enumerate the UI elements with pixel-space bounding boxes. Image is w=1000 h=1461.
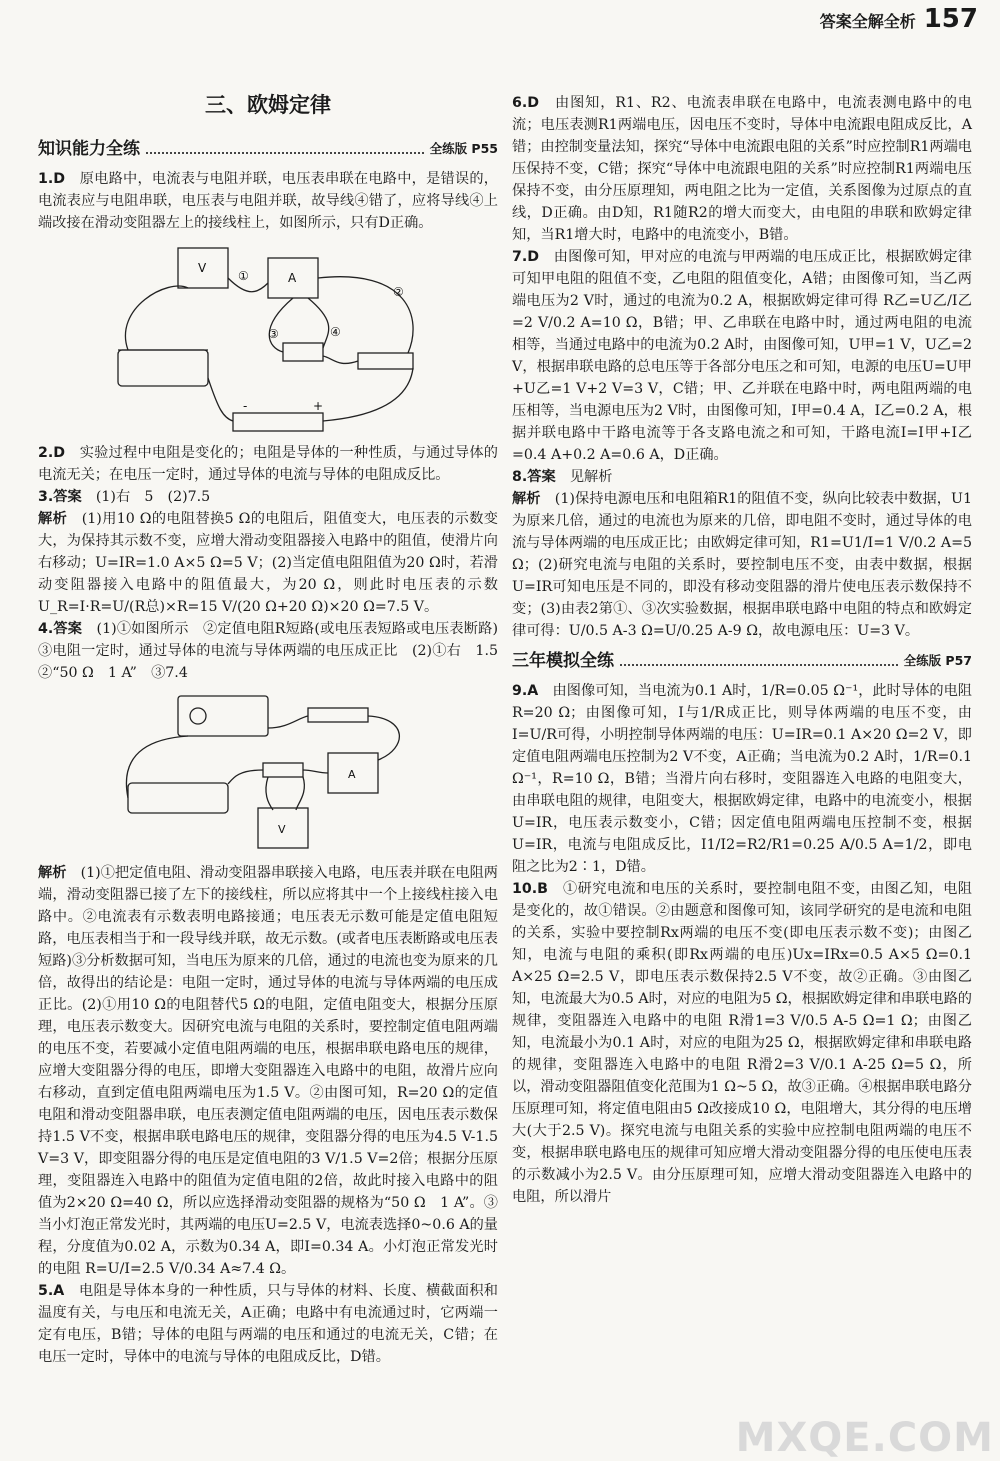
fig1-voltmeter-symbol: V	[198, 261, 207, 275]
rheostat	[128, 783, 228, 813]
question-number: 2.D	[38, 445, 66, 461]
switch	[358, 353, 413, 369]
answer-text: 由图像可知，甲对应的电流与甲两端的电压成正比，根据欧姆定律可知甲电阻的阻值不变，乙电阻的阻值变化，A错；由图像可知，当乙两端电压为2 V时，通过的电流为0.2 A，根据欧姆定律可得 R乙=U乙/I乙=2 V/0.2 A=10 Ω，B错；甲、乙串联在电路中时，通过两电阻的电流相等，当通过电路中的电流为0.2 A时，由图像可知，U甲=1 V，U乙=2 V，根据串联电路的总电压等于各部分电压之和可知，电源的电压U=U甲+U乙=1 V+2 V=3 V，C错；甲、乙并联在电路中时，两电阻两端的电压相等，当电源电压为2 V时，由图像可知，I甲=0.4 A，I乙=0.2 A，根据并联电路中干路电流等于各支路电流之和可知，干路电流I=I甲+I乙=0.4 A+0.2 A=0.6 A，D正确。	[512, 249, 972, 463]
explanation-3	[38, 508, 498, 618]
answer-text: 电阻是导体本身的一种性质，只与导体的材料、长度、横截面积和温度有关，与电压和电流无关，A正确；电路中有电流通过时，它两端一定有电压，B错；导体的电阻与两端的电压和通过的电流无关，C错；在电压一定时，导体中的电流与导体的电阻成反比，D错。	[38, 1283, 498, 1365]
fig1-label-3: ③	[268, 327, 279, 341]
question-number: 5.A	[38, 1283, 65, 1299]
explanation-label: 解析	[512, 491, 541, 507]
battery-box	[233, 413, 323, 431]
answer-7	[512, 246, 972, 466]
fig1-positive-sign: +	[313, 399, 324, 413]
circuit-figure-2	[118, 688, 418, 858]
fig2-ammeter-symbol: A	[348, 768, 356, 781]
answer-text: 见解析	[569, 469, 613, 485]
question-number: 1.D	[38, 171, 66, 187]
section-ref: 全练版 P55	[429, 141, 498, 156]
site-watermark: MXQE.COM	[735, 1415, 994, 1461]
answer-text: (1)①如图所示 ②定值电阻R短路(或电压表短路或电压表断路) ③电阻一定时，通过导体的电流与导体两端的电压成正比 (2)①右 1.5 ②“50 Ω 1 A” ③7.4	[38, 621, 513, 681]
circuit-figure-1	[108, 238, 428, 438]
answer-text: 原电路中，电流表与电阻并联，电压表串联在电路中，是错误的，电流表应与电阻串联，电压表与电阻并联，故导线④错了，应将导线④上端改接在滑动变阻器左上的接线柱上，如图所示，只有D正确。	[38, 171, 498, 231]
section-header-2	[512, 648, 972, 672]
rheostat	[118, 350, 208, 386]
fig1-label-2: ②	[393, 285, 404, 299]
explanation-8	[512, 488, 972, 642]
question-number: 8.答案	[512, 469, 556, 485]
section-leader	[146, 152, 424, 154]
answer-text: 由图知，R1、R2、电流表串联在电路中，电流表测电路中的电流；电压表测R1两端电压，因电压不变时，导体中电流跟电阻成反比，A错；由控制变量法知，探究“导体中电流跟电阻的关系”时应控制R1两端电压保持不变，C错；探究“导体中电流跟电阻的关系”时应控制R1两端电压保持不变，由分压原理知，两电阻之比为一定值，关系图像为过原点的直线，D正确。由D知，R1随R2的增大而变大，由电阻的串联和欧姆定律知，当R1增大时，电路中的电流变小，B错。	[512, 95, 972, 243]
fig1-negative-sign: -	[243, 399, 248, 413]
header-title: 答案全解全析	[819, 12, 916, 31]
section-title: 知识能力全练	[38, 139, 140, 159]
right-column	[512, 0, 972, 1208]
question-number: 10.B	[512, 881, 548, 897]
answer-3	[38, 486, 498, 508]
answer-4	[38, 618, 513, 684]
question-number: 4.答案	[38, 621, 83, 637]
resistor	[283, 343, 323, 361]
fig2-voltmeter-symbol: V	[278, 823, 286, 836]
answer-5	[38, 1280, 498, 1368]
answer-text: 由图像可知，当电流为0.1 A时，1/R=0.05 Ω⁻¹，此时导体的电阻R=20 Ω；由图像可知，I与1/R成正比，则导体两端的电压不变，由I=U/R可得，小明控制导体两端的电压：U=IR=0.1 A×20 Ω=2 V，即定值电阻两端电压控制为2 V不变，A正确；当电流为0.2 A时，1/R=0.1 Ω⁻¹，R=10 Ω，B错；当滑片向右移时，变阻器连入电路的电阻变大，由串联电阻的规律，电阻变大，根据欧姆定律，电路中的电流变小，根据U=IR，电压表示数变小，C错；因定值电阻两端电压控制不变，根据U=IR，电流与电阻成反比，I1/I2=R2/R1=0.25 A/0.5 A=1/2，即电阻之比为2∶1，D错。	[512, 683, 972, 875]
answer-text: ①研究电流和电压的关系时，要控制电阻不变，由图乙知，电阻是变化的，故①错误。②由题意和图像可知，该同学研究的是电流和电阻的关系，实验中要控制Rx两端的电压不变(即电压表示数不变)；由图乙知，电流与电阻的乘积(即Rx两端的电压)Ux=IRx=0.5 A×5 Ω=0.1 A×25 Ω=2.5 V，即电压表示数保持2.5 V不变，故②正确。③由图乙知，电流最大为0.5 A时，对应的电阻为5 Ω，根据欧姆定律和串联电路的规律，变阻器连入电路中的电阻 R滑1=3 V/0.5 A-5 Ω=1 Ω；由图乙知，电流最小为0.1 A时，对应的电阻为25 Ω，根据欧姆定律和串联电路的规律，变阻器连入电路中的电阻 R滑2=3 V/0.1 A-25 Ω=5 Ω，所以，滑动变阻器阻值变化范围为1 Ω~5 Ω，故③正确。④根据串联电路分压原理可知，将定值电阻由5 Ω改接成10 Ω，电阻增大，其分得的电压增大(大于2.5 V)。探究电流与电阻关系的实验中应控制电阻两端的电压不变，根据串联电路电压的规律可知应增大滑动变阻器分得的电压使电压表的示数减小为2.5 V。由分压原理可知，应增大滑动变阻器连入电路中的电阻，所以滑片	[512, 881, 972, 1205]
fig1-label-1: ①	[238, 269, 249, 283]
answer-text: 实验过程中电阻是变化的；电阻是导体的一种性质，与通过导体的电流无关；在电压一定时，通过导体的电流与导体的电阻成反比。	[38, 445, 498, 483]
explanation-text: (1)保持电源电压和电阻箱R1的阻值不变，纵向比较表中数据，U1为原来几倍，通过的电流也为原来的几倍，即电阻不变时，通过导体的电流与导体两端的电压成正比；由欧姆定律可知，R1=U1/I=1 V/0.2 A=5 Ω；(2)研究电流与电阻的关系时，要控制电压不变，由表中数据，根据U=IR可知电压是不同的，即没有移动变阻器的滑片使电压表示数保持不变；(3)由表2第①、③次实验数据，根据串联电路中电阻的特点和欧姆定律可得：U/0.5 A-3 Ω=U/0.25 A-9 Ω，故电源电压：U=3 V。	[512, 491, 972, 639]
question-number: 3.答案	[38, 489, 82, 505]
explanation-text: (1)①把定值电阻、滑动变阻器串联接入电路，电压表并联在电阻两端，滑动变阻器已接了左下的接线柱，所以应将其中一个上接线柱接入电路中。②电流表有示数表明电路接通；电压表无示数可能是定值电阻短路，电压表相当于和一段导线并联，故无示数。(或者电压表断路或电压表短路)③分析数据可知，当电压为原来的几倍，通过的电流也变为原来的几倍，故得出的结论是：电阻一定时，通过导体的电流与导体两端的电压成正比。(2)①用10 Ω的电阻替代5 Ω的电阻，定值电阻变大，根据分压原理，电压表示数变大。因研究电流与电阻的关系时，要控制定值电阻两端的电压不变，若要减小定值电阻两端的电压，根据串联电路电压的规律，应增大变阻器分得的电压，即增大变阻器连入电路中的电阻，故滑片应向右移动，直到定值电阻两端电压为1.5 V。②由图可知，R=20 Ω的定值电阻和滑动变阻器串联，电压表测定值电阻两端的电压，因电压表示数保持1.5 V不变，根据串联电路电压的规律，变阻器分得的电压为4.5 V-1.5 V=3 V，即变阻器分得的电压是定值电阻的3 V/1.5 V=2倍；根据分压原理，变阻器连入电路中的阻值为定值电阻的2倍，故此时接入电路中的阻值为2×20 Ω=40 Ω，所以应选择滑动变阻器的规格为“50 Ω 1 A”。③当小灯泡正常发光时，其两端的电压U=2.5 V，电流表选择0~0.6 A的量程，分度值为0.02 A，示数为0.34 A，即I=0.34 A。小灯泡正常发光时的电阻 R=U/I=2.5 V/0.34 A≈7.4 Ω。	[38, 865, 498, 1277]
section-title: 三年模拟全练	[512, 651, 614, 671]
explanation-label: 解析	[38, 511, 68, 527]
section-leader	[620, 664, 898, 666]
knob	[190, 708, 206, 724]
chapter-title: 三、欧姆定律	[205, 93, 331, 117]
answer-9	[512, 680, 972, 878]
answer-10	[512, 878, 972, 1208]
power-supply	[178, 696, 268, 736]
explanation-4	[38, 862, 498, 1280]
section-header-1	[38, 136, 498, 160]
answer-2	[38, 442, 498, 486]
fig1-label-4: ④	[330, 325, 341, 339]
explanation-label: 解析	[38, 865, 67, 881]
question-number: 6.D	[512, 95, 540, 111]
answer-8	[512, 466, 972, 488]
question-number: 7.D	[512, 249, 540, 265]
fig1-ammeter-symbol: A	[288, 271, 297, 285]
page-number: 157	[923, 4, 978, 34]
left-column	[38, 0, 513, 1368]
switch	[308, 708, 368, 722]
section-ref: 全练版 P57	[903, 653, 972, 668]
question-number: 9.A	[512, 683, 539, 699]
answer-text: (1)右 5 (2)7.5	[95, 489, 211, 505]
answer-6	[512, 92, 972, 246]
explanation-text: (1)用10 Ω的电阻替换5 Ω的电阻后，阻值变大，电压表的示数变大，为保持其示数不变，应增大滑动变阻器接入电路中的阻值，使滑片向右移动；U=IR=1.0 A×5 Ω=5 V；(2)当定值电阻阻值为20 Ω时，若滑动变阻器接入电路中的阻值最大，为20 Ω，则此时电压表的示数 U_R=I·R=U/(R总)×R=15 V/(20 Ω+20 Ω)×20 Ω=7.5 V。	[38, 511, 498, 615]
resistor	[263, 763, 303, 777]
answer-1	[38, 168, 498, 234]
